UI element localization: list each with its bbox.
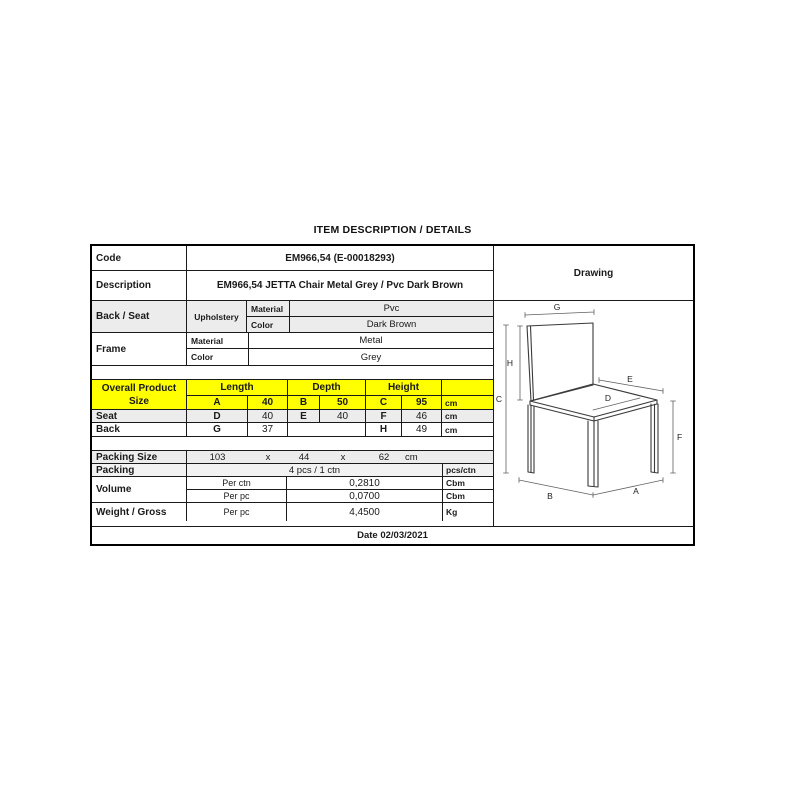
packing-row: [92, 464, 493, 477]
header-unit-empty: [442, 380, 493, 395]
volume-ctn-value: 0,2810: [287, 477, 443, 489]
code-label: Code: [92, 246, 187, 270]
overall-val-c: 95: [402, 396, 442, 409]
weight-key: Per pc: [187, 503, 287, 521]
header-depth: Depth: [288, 380, 366, 395]
back-key-h: H: [366, 423, 402, 436]
seat-val-f: 46: [402, 410, 442, 422]
chair-outline: [527, 323, 658, 487]
back-unit: cm: [445, 424, 458, 435]
overall-size-row: [92, 380, 493, 410]
volume-ctn-key: Per ctn: [187, 477, 287, 489]
packing-size-x2: x: [340, 451, 346, 463]
back-label: Back: [92, 423, 187, 436]
overall-val-b: 50: [320, 396, 366, 409]
back-seat-row: [92, 301, 493, 333]
code-row: [92, 246, 493, 271]
frame-color-value: Grey: [360, 351, 382, 363]
packing-size-d2: 44: [298, 451, 310, 463]
dim-label-f: F: [677, 432, 683, 442]
dim-label-g: G: [553, 302, 561, 312]
seat-label: Seat: [92, 410, 187, 422]
seat-key-d: D: [187, 410, 248, 422]
seat-row: [92, 410, 493, 423]
volume-row: [92, 477, 493, 503]
dim-label-e: E: [627, 374, 633, 384]
dimension-lines: [504, 310, 676, 498]
dim-label-a: A: [633, 486, 639, 496]
overall-val-a: 40: [248, 396, 288, 409]
weight-label: Weight / Gross: [92, 503, 187, 521]
seat-key-f: F: [366, 410, 402, 422]
packing-size-unit: cm: [405, 451, 418, 463]
chair-drawing: [494, 301, 693, 521]
packing-size-row: [92, 451, 493, 464]
dim-label-h: H: [506, 358, 514, 368]
back-seat-label: Back / Seat: [92, 301, 187, 332]
weight-value: 4,4500: [287, 503, 443, 521]
back-row: [92, 423, 493, 437]
drawing-panel: [494, 246, 693, 526]
bs-color-value: Dark Brown: [366, 319, 417, 330]
header-height: Height: [366, 380, 442, 395]
dim-label-d: D: [604, 393, 612, 403]
seat-key-e: E: [288, 410, 320, 422]
spacer-row: [92, 366, 493, 380]
dim-label-b: B: [547, 491, 553, 501]
seat-val-e: 40: [320, 410, 366, 422]
packing-size-d1: 103: [209, 451, 226, 463]
code-value: EM966,54 (E-00018293): [285, 252, 395, 264]
page-title: ITEM DESCRIPTION / DETAILS: [313, 224, 472, 236]
volume-pc-key: Per pc: [187, 490, 287, 502]
description-value: EM966,54 JETTA Chair Metal Grey / Pvc Dark Brown: [216, 280, 464, 291]
bs-material-key: Material: [247, 301, 290, 316]
weight-unit: Kg: [446, 507, 458, 517]
data-column: [92, 246, 494, 526]
date-value: Date 02/03/2021: [357, 530, 428, 541]
volume-ctn-unit: Cbm: [446, 478, 465, 488]
packing-size-label: Packing Size: [92, 451, 187, 463]
drawing-title: Drawing: [494, 246, 693, 301]
seat-unit: cm: [445, 411, 458, 421]
frame-label: Frame: [92, 333, 187, 365]
back-val-h: 49: [402, 423, 442, 436]
back-key-g: G: [187, 423, 248, 436]
date-row: [92, 527, 693, 544]
upholstery-cell: Upholstery: [187, 301, 247, 332]
packing-size-x1: x: [265, 451, 271, 463]
frame-material-key: Material: [187, 333, 249, 348]
overall-unit: cm: [442, 396, 493, 409]
frame-material-value: Metal: [359, 335, 383, 346]
drawing-area: [494, 301, 693, 526]
overall-key-a: A: [187, 396, 248, 409]
bs-material-value: Pvc: [383, 303, 400, 314]
seat-val-d: 40: [248, 410, 288, 422]
description-label: Description: [92, 271, 187, 300]
overall-key-c: C: [366, 396, 402, 409]
back-empty-cell: [288, 423, 366, 436]
frame-color-key: Color: [187, 349, 249, 365]
header-length: Length: [187, 380, 288, 395]
back-val-g: 37: [248, 423, 288, 436]
bs-color-key: Color: [247, 317, 290, 332]
dim-label-c: C: [495, 394, 503, 404]
packing-unit: pcs/ctn: [446, 465, 476, 475]
spec-table: [90, 244, 695, 546]
packing-size-empty: [442, 451, 493, 463]
spacer-row: [92, 437, 493, 451]
volume-label: Volume: [92, 477, 187, 502]
packing-label: Packing: [92, 464, 187, 476]
spec-sheet: [90, 224, 695, 546]
description-row: [92, 271, 493, 301]
packing-size-d3: 62: [378, 451, 390, 463]
packing-value: 4 pcs / 1 ctn: [187, 464, 443, 476]
volume-pc-value: 0,0700: [287, 490, 443, 502]
weight-row: [92, 503, 493, 521]
overall-key-b: B: [288, 396, 320, 409]
frame-row: [92, 333, 493, 366]
volume-pc-unit: Cbm: [446, 491, 465, 501]
overall-size-label: Overall Product Size: [92, 380, 187, 409]
